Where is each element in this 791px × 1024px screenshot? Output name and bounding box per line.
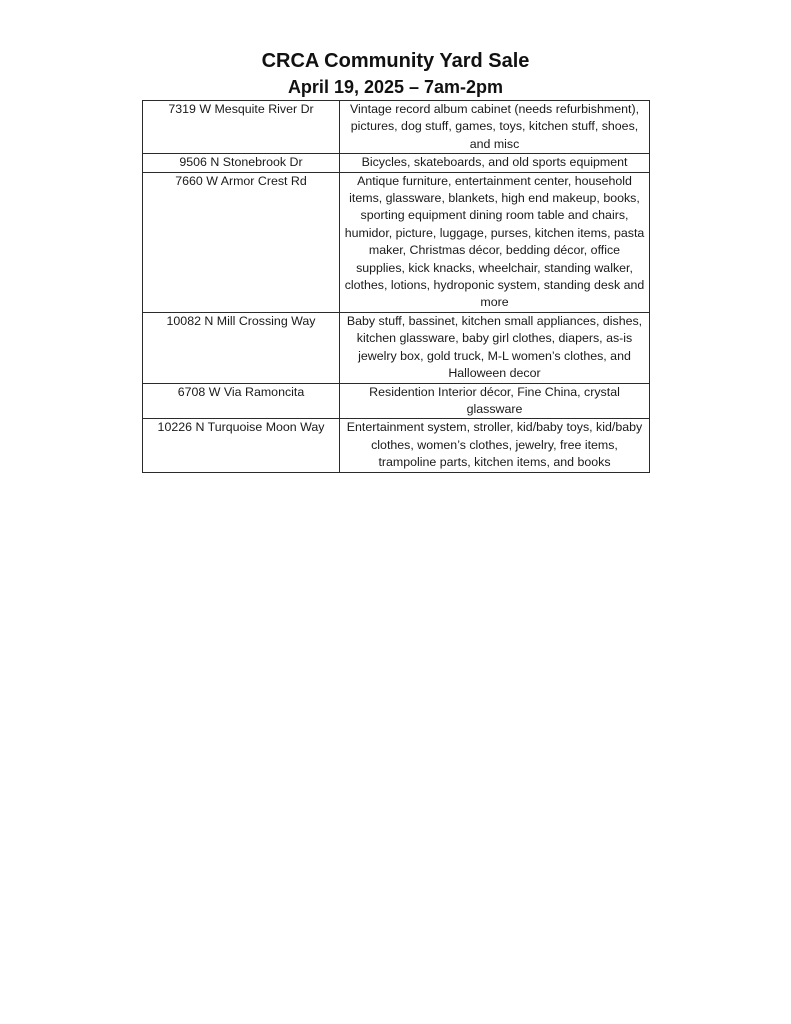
address-cell: 10226 N Turquoise Moon Way [143,419,340,472]
table-row [143,312,650,383]
table-row [143,419,650,472]
items-cell: Residention Interior décor, Fine China, crystal glassware [340,383,650,419]
address-cell: 7319 W Mesquite River Dr [143,101,340,154]
address-cell: 9506 N Stonebrook Dr [143,154,340,172]
table-row [143,154,650,172]
items-cell: Antique furniture, entertainment center, household items, glassware, blankets, high end makeup, books, sporting equipment dining room table and chairs, humidor, picture, luggage, purses, kitchen items, pasta maker, Christmas décor, bedding décor, office supplies, kick knacks, wheelchair, standing walker, clothes, lotions, hydroponic system, standing desk and more [340,172,650,312]
table-row [143,172,650,312]
items-cell: Vintage record album cabinet (needs refurbishment), pictures, dog stuff, games, toys, kitchen stuff, shoes, and misc [340,101,650,154]
table-row [143,383,650,419]
yard-sale-table [142,100,650,473]
items-cell: Baby stuff, bassinet, kitchen small appliances, dishes, kitchen glassware, baby girl clothes, diapers, as-is jewelry box, gold truck, M-L women’s clothes, and Halloween decor [340,312,650,383]
items-cell: Entertainment system, stroller, kid/baby toys, kid/baby clothes, women’s clothes, jewelry, free items, trampoline parts, kitchen items, and books [340,419,650,472]
page-title: CRCA Community Yard Sale [261,50,530,72]
items-cell: Bicycles, skateboards, and old sports equipment [340,154,650,172]
table-row [143,101,650,154]
address-cell: 7660 W Armor Crest Rd [143,172,340,312]
address-cell: 10082 N Mill Crossing Way [143,312,340,383]
event-date-time: April 19, 2025 – 7am-2pm [287,77,504,97]
address-cell: 6708 W Via Ramoncita [143,383,340,419]
